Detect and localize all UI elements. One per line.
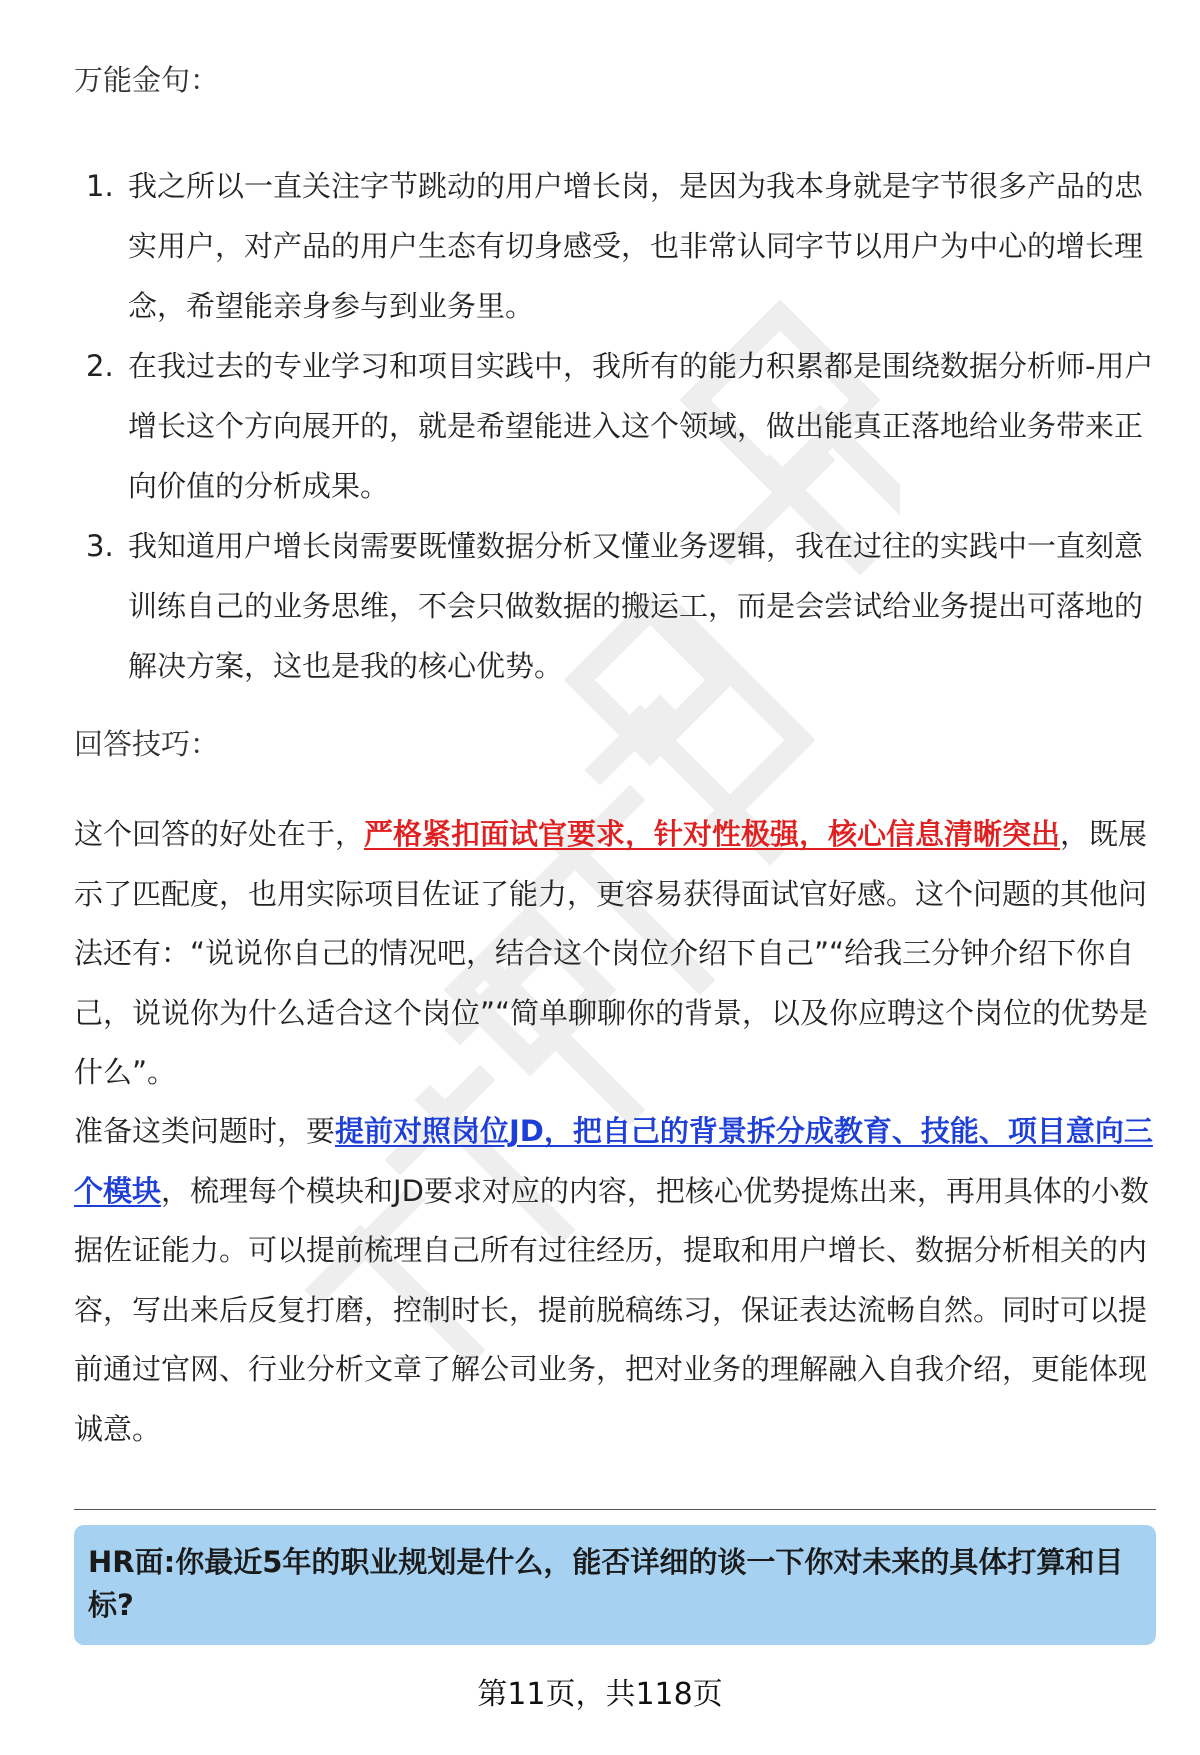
list-item-number: 1. <box>86 169 114 203</box>
section-divider <box>74 1509 1156 1510</box>
golden-sentences-list <box>74 156 1156 696</box>
list-item-text: 我知道用户增长岗需要既懂数据分析又懂业务逻辑，我在过往的实践中一直刻意训练自己的业务思维，不会只做数据的搬运工，而是会尝试给业务提出可落地的解决方案，这也是我的核心优势。 <box>128 529 1144 683</box>
list-item-text: 在我过去的专业学习和项目实践中，我所有的能力积累都是围绕数据分析师-用户增长这个方向展开的，就是希望能进入这个领域，做出能真正落地给业务带来正向价值的分析成果。 <box>128 349 1154 503</box>
key-method-highlight: 提前对照岗位JD，把自己的背景拆分成教育、技能、项目意向三个模块 <box>74 1114 1153 1208</box>
tips-paragraph-1 <box>74 805 1156 1103</box>
tips-paragraph-2 <box>74 1102 1156 1459</box>
key-point-highlight: 严格紧扣面试官要求，针对性极强，核心信息清晰突出 <box>364 817 1061 851</box>
next-question-box: HR面:你最近5年的职业规划是什么，能否详细的谈一下你对未来的具体打算和目标? <box>74 1525 1156 1645</box>
list-item <box>74 516 1156 696</box>
tips-paragraph-1-before: 这个回答的好处在于， <box>74 817 365 851</box>
page-number: 第11页，共118页 <box>477 1677 723 1712</box>
list-item <box>74 156 1156 336</box>
tips-paragraph-1-after: ，既展示了匹配度，也用实际项目佐证了能力，更容易获得面试官好感。这个问题的其他问法还有：“说说你自己的情况吧，结合这个岗位介绍下自己”“给我三分钟介绍下你自己，说说你为什么适合这个岗位”“简单聊聊你的背景，以及你应聘这个岗位的优势是什么”。 <box>74 817 1149 1089</box>
list-item-number: 2. <box>86 349 114 383</box>
tips-paragraph-2-after: ，梳理每个模块和JD要求对应的内容，把核心优势提炼出来，再用具体的小数据佐证能力。可以提前梳理自己所有过往经历，提取和用户增长、数据分析相关的内容，写出来后反复打磨，控制时长，提前脱稿练习，保证表达流畅自然。同时可以提前通过官网、行业分析文章了解公司业务，把对业务的理解融入自我介绍，更能体现诚意。 <box>74 1173 1149 1446</box>
list-item <box>74 336 1156 516</box>
golden-sentences-heading: 万能金句： <box>74 63 220 97</box>
tips-heading: 回答技巧： <box>74 727 220 761</box>
list-item-text: 我之所以一直关注字节跳动的用户增长岗，是因为我本身就是字节很多产品的忠实用户，对产品的用户生态有切身感受，也非常认同字节以用户为中心的增长理念，希望能亲身参与到业务里。 <box>128 169 1144 323</box>
tips-paragraph-2-before: 准备这类问题时，要 <box>74 1114 336 1148</box>
list-item-number: 3. <box>86 529 114 563</box>
